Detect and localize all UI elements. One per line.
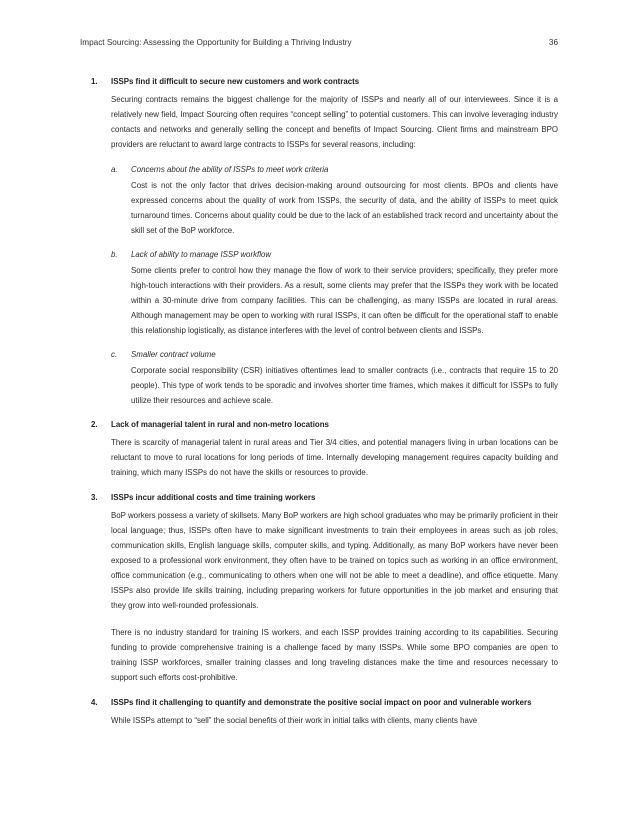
subsection-letter: a.: [111, 165, 118, 174]
section-heading: [91, 697, 558, 709]
subsection-heading: [111, 164, 558, 176]
subsection-b: [111, 249, 558, 338]
section-1: [91, 76, 558, 408]
subsection-letter: b.: [111, 250, 118, 259]
subsection-title: Smaller contract volume: [131, 350, 216, 359]
section-heading: [91, 419, 558, 431]
section-title: ISSPs find it challenging to quantify and demonstrate the positive social impact on poor and vulnerable workers: [111, 698, 532, 707]
section-title: Lack of managerial talent in rural and non-metro locations: [111, 420, 329, 429]
subsection-paragraph: Corporate social responsibility (CSR) initiatives oftentimes lead to smaller contracts (i.e., contracts that require 15 to 20 people). This type of work tends to be sporadic and involves shorter time frames, which makes it difficult for ISSPs to fully utilize their resources and achieve scale.: [131, 366, 558, 405]
subsection-a: [111, 164, 558, 238]
section-number: 2.: [91, 420, 98, 429]
section-4: [91, 697, 558, 728]
subsection-letter: c.: [111, 350, 118, 359]
page-content: [91, 76, 558, 740]
section-number: 3.: [91, 493, 98, 502]
section-paragraph: There is no industry standard for training IS workers, and each ISSP provides training according to its capabilities. Securing funding to provide comprehensive training is a challenge faced by many ISSPs. While some BPO companies are open to training ISSP workforces, smaller training classes and long traveling distances make the time and resources necessary to support such efforts cost-prohibitive.: [111, 628, 558, 682]
section-number: 4.: [91, 698, 98, 707]
section-paragraph: While ISSPs attempt to “sell” the social benefits of their work in initial talks with clients, many clients have: [111, 716, 478, 725]
section-2: [91, 419, 558, 480]
section-heading: [91, 76, 558, 88]
section-title: ISSPs find it difficult to secure new customers and work contracts: [111, 77, 360, 86]
page-header: [80, 38, 558, 52]
running-title: Impact Sourcing: Assessing the Opportunity for Building a Thriving Industry: [80, 38, 352, 47]
subsection-paragraph: Some clients prefer to control how they manage the flow of work to their service providers; specifically, they prefer more high-touch interactions with their providers. As a result, some clients may prefer that the ISSPs they work with be located within a 30-minute drive from company facilities. This can be challenging, as many ISSPs are located in rural areas. Although management may be open to working with rural ISSPs, it can often be difficult for the operational staff to enable this relationship logistically, as distance interferes with the level of control between clients and ISSPs.: [131, 266, 558, 335]
section-number: 1.: [91, 77, 98, 86]
section-paragraph: BoP workers possess a variety of skillsets. Many BoP workers are high school graduates who may be primarily proficient in their local language; thus, ISSPs often have to make significant investments to train their employees in areas such as job roles, communication skills, English language skills, computer skills, and typing. Additionally, as many BoP workers have never been exposed to a professional work environment, they often have to be trained on topics such as working in an office environment, office communication (e.g., communicating to others when one will not be able to meet a deadline), and office etiquette. Many ISSPs also provide life skills training, including preparing workers for future opportunities in the job market and ensuring that they grow into well-rounded professionals.: [111, 511, 558, 610]
subsection-title: Concerns about the ability of ISSPs to meet work criteria: [131, 165, 329, 174]
subsection-heading: [111, 249, 558, 261]
subsection-heading: [111, 349, 558, 361]
section-3: [91, 492, 558, 685]
section-paragraph: Securing contracts remains the biggest challenge for the majority of ISSPs and nearly all of our interviewees. Since it is a relatively new field, Impact Sourcing often requires “concept selling” to potential customers. This can involve leveraging industry contacts and networks and generally selling the concept and benefits of Impact Sourcing. Client firms and mainstream BPO providers are reluctant to award large contracts to ISSPs for several reasons, including:: [111, 95, 558, 149]
subsection-title: Lack of ability to manage ISSP workflow: [131, 250, 272, 259]
section-paragraph: There is scarcity of managerial talent in rural areas and Tier 3/4 cities, and potential managers living in urban locations can be reluctant to move to rural locations for long periods of time. Internally developing management requires capacity building and training, which many ISSPs do not have the skills or resources to provide.: [111, 438, 558, 477]
subsection-c: [111, 349, 558, 408]
section-title: ISSPs incur additional costs and time training workers: [111, 493, 316, 502]
subsection-paragraph: Cost is not the only factor that drives decision-making around outsourcing for most clients. BPOs and clients have expressed concerns about the quality of work from ISSPs, the security of data, and the ability of ISSPs to meet quick turnaround times. Concerns about quality could be due to the lack of an established track record and uncertainty about the skill set of the BoP workforce.: [131, 181, 558, 235]
section-heading: [91, 492, 558, 504]
page-number: 36: [548, 38, 558, 47]
